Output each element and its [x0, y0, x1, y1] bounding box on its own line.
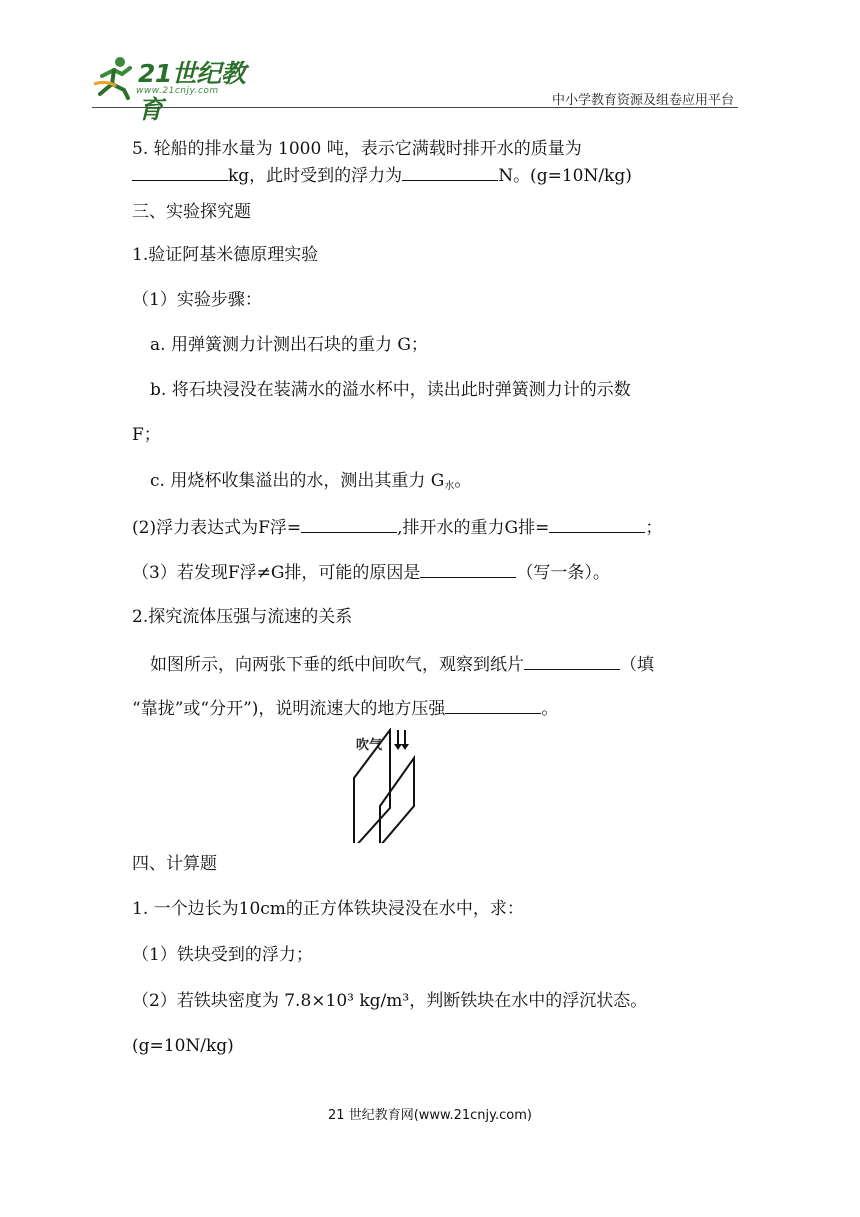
page-header: [92, 52, 738, 124]
paper-sheets-diagram: [350, 728, 430, 843]
q5-text: 5. 轮船的排水量为 1000 吨，表示它满载时排开水的质量为: [132, 139, 582, 159]
exp1-q2: [132, 514, 662, 540]
arrowhead-left: [394, 744, 402, 750]
page-footer: 21 世纪教育网(www.21cnjy.com): [328, 1108, 532, 1123]
exp1-title: 1.验证阿基米德原理实验: [132, 245, 319, 265]
exp2-text1: [150, 651, 654, 677]
answer-blank[interactable]: [132, 162, 228, 181]
calc1-part2: （2）若铁块密度为 7.8×10³ kg/m³，判断铁块在水中的浮沉状态。: [132, 991, 648, 1011]
paper-sheet-left: [354, 730, 390, 843]
q5-line2: [132, 162, 632, 188]
answer-blank[interactable]: [524, 651, 620, 670]
q3-text-a: （3）若发现F浮≠G排，可能的原因是: [132, 563, 421, 583]
section-title: 四、计算题: [132, 854, 217, 874]
q3-text-b: （写一条）。: [516, 563, 610, 583]
answer-blank[interactable]: [301, 514, 397, 533]
exp2-text1-a: 如图所示，向两张下垂的纸中间吹气，观察到纸片: [150, 655, 524, 675]
header-divider: [92, 107, 738, 108]
answer-blank[interactable]: [549, 514, 645, 533]
q5-text3: N。(g=10N/kg): [498, 166, 632, 186]
arrowhead-right: [401, 744, 409, 750]
answer-blank[interactable]: [402, 162, 498, 181]
answer-blank[interactable]: [420, 559, 516, 578]
q2-text-a: (2)浮力表达式为F浮=: [132, 518, 302, 538]
exp2-text1-b: （填: [620, 655, 654, 675]
exp1-step-b: b. 将石块浸没在装满水的溢水杯中，读出此时弹簧测力计的示数: [150, 380, 631, 400]
subscript-water: 水: [444, 481, 455, 492]
q2-text-c: ；: [645, 518, 663, 538]
calc1-question: 1. 一个边长为10cm的正方体铁块浸没在水中，求：: [132, 899, 524, 919]
exp2-text2-b: 。: [541, 699, 559, 719]
exp2-text2: [132, 695, 558, 721]
logo-text: 21世纪教育: [138, 59, 246, 124]
header-slogan: 中小学教育资源及组卷应用平台: [551, 93, 734, 108]
q2-text-b: ,排开水的重力G排=: [397, 518, 550, 538]
q5-line1: [132, 137, 582, 161]
calc1-part1: （1）铁块受到的浮力；: [132, 945, 313, 965]
exp1-step-a: a. 用弹簧测力计测出石块的重力 G；: [150, 335, 428, 355]
step-c-text: c. 用烧杯收集溢出的水，测出其重力 G: [150, 471, 445, 491]
logo-url: www.21cnjy.com: [136, 86, 219, 96]
section-title: 三、实验探究题: [132, 202, 251, 222]
exp1-steps-title: （1）实验步骤：: [132, 290, 262, 310]
paper-sheet-right: [380, 758, 414, 843]
step-c-end: 。: [454, 471, 472, 491]
blow-paper-figure: [350, 728, 430, 843]
exp1-q3: [132, 559, 610, 585]
figure-label: 吹气: [356, 738, 383, 753]
exp1-step-c: [150, 469, 471, 499]
logo: [92, 52, 262, 124]
exp2-title: 2.探究流体压强与流速的关系: [132, 607, 353, 627]
exp2-text2-a: “靠拢”或“分开”)，说明流速大的地方压强: [132, 699, 446, 719]
calc1-part2-cont: (g=10N/kg): [132, 1036, 234, 1056]
answer-blank[interactable]: [445, 695, 541, 714]
exp1-step-b-cont: F；: [132, 425, 161, 445]
q5-text2: kg，此时受到的浮力为: [228, 166, 403, 186]
runner-logo-icon: [92, 54, 138, 100]
